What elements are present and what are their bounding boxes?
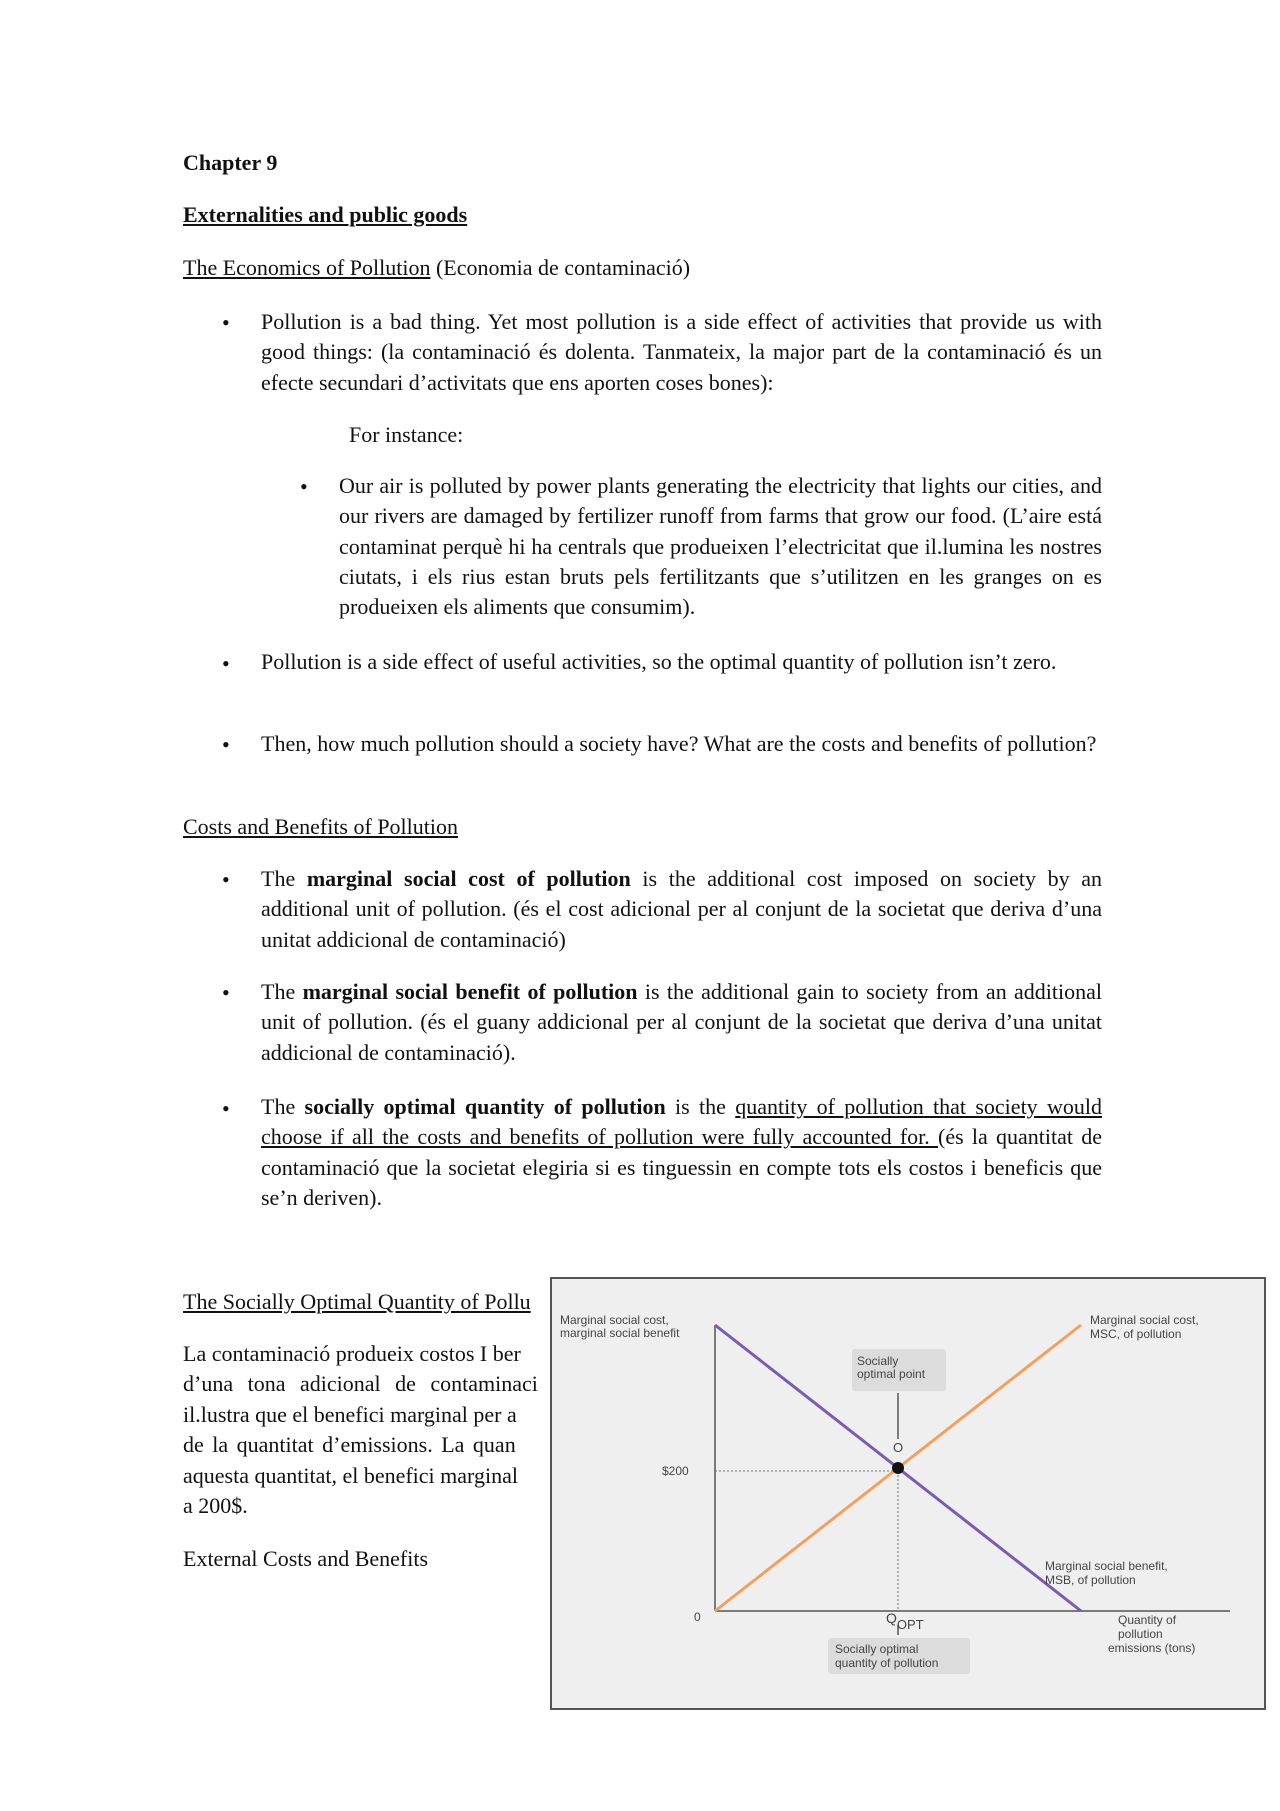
- term-marginal-social-benefit: marginal social benefit of pollution: [302, 979, 638, 1004]
- msc-label-line1: Marginal social cost,: [1090, 1313, 1199, 1327]
- msbp-definition: [261, 977, 1102, 1068]
- bullet-marker: •: [222, 732, 230, 757]
- partial-text-line: d’una tona adicional de contaminaci: [183, 1371, 538, 1396]
- bullet-marker: •: [222, 1096, 230, 1121]
- optimal-point-dot: [892, 1462, 904, 1474]
- subsection-title: The Economics of Pollution: [183, 255, 431, 280]
- pollution-optimum-figure: [550, 1277, 1266, 1710]
- bullet-paragraph: Then, how much pollution should a society have? What are the costs and benefits of pollution?: [261, 731, 1097, 756]
- partial-text-line: aquesta quantitat, el benefici marginal: [183, 1463, 518, 1488]
- mscp-definition: [261, 864, 1102, 955]
- partial-text-line: La contaminació produeix costos I ber: [183, 1341, 521, 1366]
- x-axis-label-line1: Quantity of: [1118, 1613, 1177, 1627]
- x-axis-label-line2: pollution: [1118, 1627, 1163, 1641]
- msc-label-line2: MSC, of pollution: [1090, 1327, 1182, 1341]
- text-run: is the additional cost imposed on society by an additional unit of pollution. (és el cost adicional per al conjunt de la societat que deriva d’una unitat addicional de contaminació): [261, 866, 1102, 952]
- text-run: (és la quantitat de contaminació que la societat elegiria si es tinguessin en compte tots els costos i beneficis que se’n deriven).: [261, 1124, 1102, 1210]
- q-letter: Q: [886, 1610, 897, 1626]
- bullet-marker: •: [222, 867, 230, 892]
- bullet-marker: •: [222, 980, 230, 1005]
- text-run: The: [261, 979, 303, 1004]
- for-instance-label: For instance:: [349, 422, 464, 447]
- origin-label: 0: [694, 1610, 701, 1624]
- bullet-paragraph: Pollution is a side effect of useful activities, so the optimal quantity of pollution isn’t zero.: [261, 649, 1057, 674]
- socially-optimal-heading: The Socially Optimal Quantity of Pollu: [183, 1289, 531, 1314]
- optimal-point-box-line1: Socially: [857, 1354, 899, 1368]
- partial-text-line: de la quantitat d’emissions. La quan: [183, 1432, 516, 1457]
- text-run: is the: [665, 1094, 736, 1119]
- optimal-quantity-box-line1: Socially optimal: [835, 1642, 919, 1656]
- bullet-marker: •: [222, 651, 230, 676]
- sub-bullet-paragraph: Our air is polluted by power plants generating the electricity that lights our cities, and our rivers are damaged by fertilizer runoff from farms that grow our food. (L’aire está contaminat perquè hi ha centrals que produeixen l’electricitat que il.lumina les nostres ciutats, i els rius estan bruts pels fertilitzants que s’utilitzen en les granges on es produeixen els aliments que consumim).: [339, 473, 1102, 620]
- pollution-diagram: [552, 1279, 1268, 1712]
- q-opt-label: [886, 1610, 924, 1632]
- x-axis-label-line3: emissions (tons): [1108, 1641, 1196, 1655]
- text-run: The: [261, 1094, 305, 1119]
- partial-text-line: a 200$.: [183, 1493, 248, 1518]
- optimal-point-box-line2: optimal point: [857, 1367, 926, 1381]
- sub-bullet-marker: •: [300, 474, 308, 499]
- section-title: Externalities and public goods: [183, 202, 468, 227]
- underlined-definition: quantity of pollution that society would choose if all the costs and benefits of pollution were fully accounted for.: [261, 1094, 1102, 1150]
- bullet-paragraph: Pollution is a bad thing. Yet most pollution is a side effect of activities that provide us with good things: (la contaminació és dolenta. Tanmateix, la major part de la contaminació és un efecte secundari d’activitats que ens aporten coses bones):: [261, 309, 1102, 395]
- msb-label-line2: MSB, of pollution: [1045, 1573, 1136, 1587]
- msb-label-line1: Marginal social benefit,: [1045, 1559, 1168, 1573]
- subsection-translation: (Economia de contaminació): [430, 255, 691, 280]
- external-costs-heading: External Costs and Benefits: [183, 1546, 429, 1571]
- y-axis-label-line2: marginal social benefit: [560, 1326, 680, 1340]
- term-marginal-social-cost: marginal social cost of pollution: [306, 866, 631, 891]
- text-run: is the additional gain to society from an additional unit of pollution. (és el guany addicional per al conjunt de la societat que deriva d’una unitat addicional de contaminació).: [261, 979, 1103, 1065]
- chapter-heading: Chapter 9: [183, 150, 278, 175]
- optimal-quantity-definition: [261, 1092, 1102, 1213]
- q-subscript: OPT: [896, 1617, 924, 1632]
- subsection-heading-economics: [183, 253, 690, 283]
- costs-benefits-heading: Costs and Benefits of Pollution: [183, 814, 458, 839]
- partial-text-line: il.lustra que el benefici marginal per a: [183, 1402, 517, 1427]
- bullet-marker: •: [222, 310, 230, 335]
- optimal-quantity-box-line2: quantity of pollution: [835, 1656, 939, 1670]
- text-run: The: [261, 866, 307, 891]
- term-socially-optimal-quantity: socially optimal quantity of pollution: [304, 1094, 666, 1119]
- price-tick-label: $200: [662, 1464, 689, 1478]
- point-o-label: O: [893, 1440, 904, 1455]
- y-axis-label-line1: Marginal social cost,: [560, 1313, 669, 1327]
